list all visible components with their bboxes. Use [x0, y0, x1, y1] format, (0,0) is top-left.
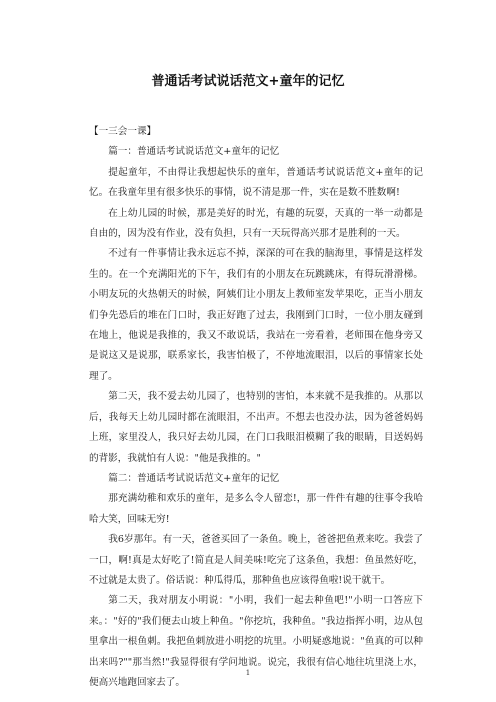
page-number: 1 [245, 669, 251, 677]
paragraph: 不过有一件事情让我永远忘不掉，深深的可在我的脑海里，事情是这样发生的。在一个充满阳光的下午，我们有的小朋友在玩跳跳床，有得玩滑滑梯。小明友玩的火热朝天的时候，阿姨们让小朋友上教师室发苹果吃，正当小朋友们争先恐后的堆在门口时，我正好跑了过去，我刚到门口时，一位小朋友碰到在地上，他说是我推的，我又不敢说话，我站在一旁看着，老师围在他身旁又是说这又是说那，联系家长，我害怕极了，不停地流眼泪，以后的事情家长处理了。 [89, 248, 423, 382]
article-heading: 篇一：普通话考试说话范文+童年的记忆 [108, 146, 280, 158]
paragraph: 那充满幼稚和欢乐的童年，是多么令人留恋!，那一件件有趣的往事令我哈哈大笑，回味无穷! [89, 493, 423, 525]
section-label: 【一三会一课】 [89, 126, 157, 137]
article-heading: 篇二：普通话考试说话范文+童年的记忆 [108, 472, 280, 484]
paragraph: 在上幼儿园的时候，那是美好的时光，有趣的玩耍，天真的一举一动都是自由的，因为没有作业，没有负担，只有一天玩得高兴那才是胜利的一天。 [89, 207, 423, 240]
paragraph: 提起童年，不由得让我想起快乐的童年，普通话考试说话范文+童年的记忆。在我童年里有很多快乐的事情，说不清是那一件，实在是数不胜数啊! [89, 166, 423, 199]
document-body [89, 122, 423, 693]
document-title: 普通话考试说话范文+童年的记忆 [151, 74, 345, 89]
paragraph: 我6岁那年。有一天，爸爸买回了一条鱼。晚上，爸爸把鱼煮来吃。我尝了一口，啊!真是太好吃了!简直是人间美味!吃完了这条鱼，我想：鱼虽然好吃，不过就是太贵了。俗话说：种瓜得瓜，那种鱼也应该得鱼啦!说干就干。 [89, 534, 423, 586]
paragraph: 第二天，我不爱去幼儿园了，也特别的害怕，本来就不是我推的。从那以后，我每天上幼儿园时都在流眼泪，不出声。不想去也没办法，因为爸爸妈妈上班，家里没人，我只好去幼儿园，在门口我眼泪模糊了我的眼睛，目送妈妈的背影，我就怕有人说："他是我推的。" [89, 391, 423, 464]
paragraph: 第二天，我对朋友小明说："小明，我们一起去种鱼吧!"小明一口答应下来。："好的"我们便去山坡上种鱼。"你挖坑，我种鱼。"我边指挥小明，边从包里拿出一根鱼刺。我把鱼刺放进小明挖的坑里。小明疑惑地说："鱼真的可以种出来吗?""那当然!"我显得很有学问地说。说完，我很有信心地往坑里浇上水，便高兴地跑回家去了。 [89, 595, 423, 688]
